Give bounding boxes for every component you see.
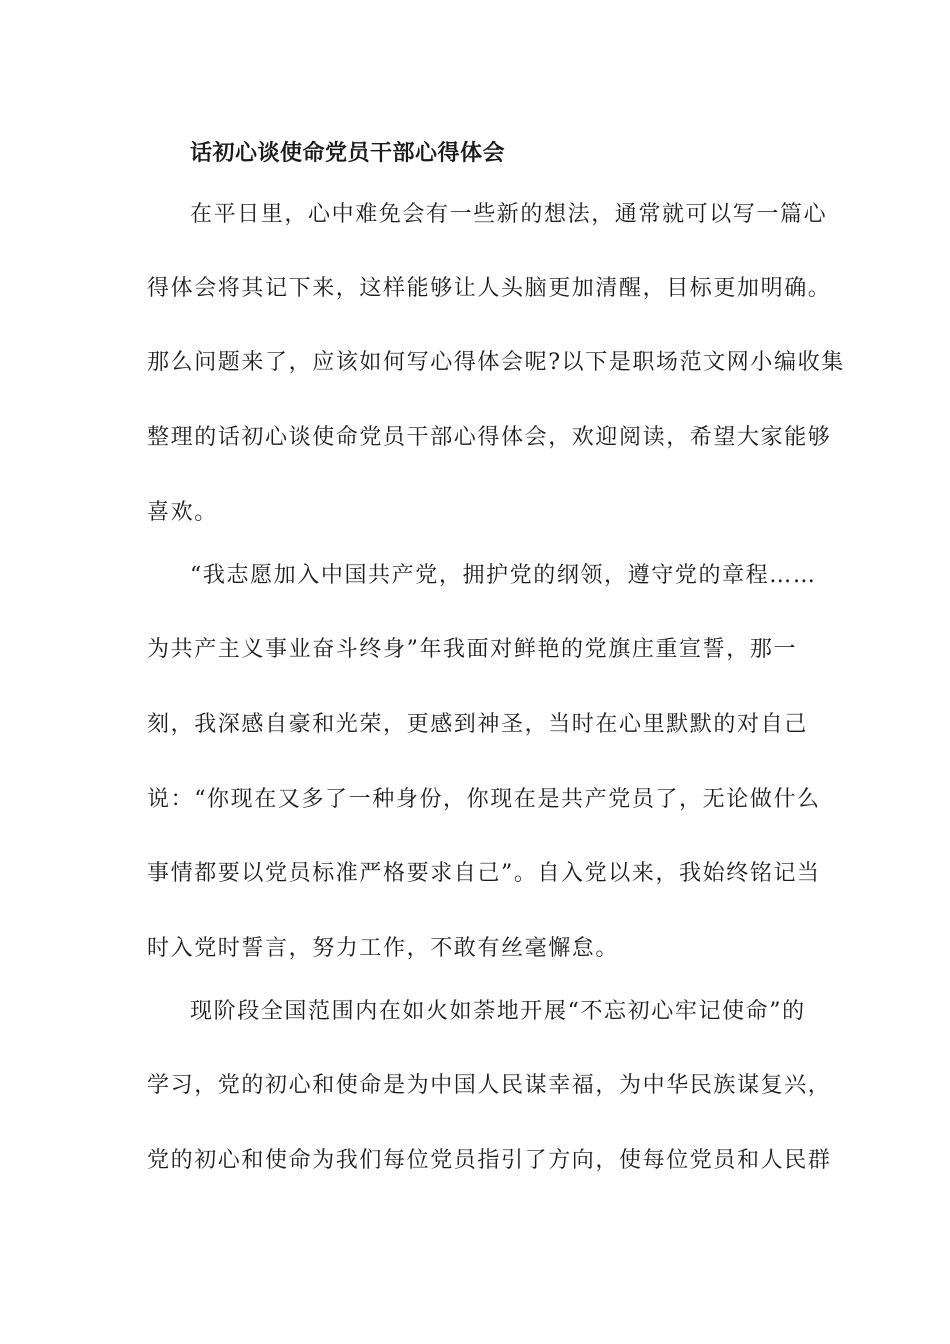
paragraph-line: 整理的话初心谈使命党员干部心得体会，欢迎阅读，希望大家能够 (147, 425, 832, 450)
paragraph-line: 现阶段全国范围内在如火如荼地开展“不忘初心牢记使命”的 (190, 999, 806, 1024)
paragraph-line: 在平日里，心中难免会有一些新的想法，通常就可以写一篇心 (190, 202, 828, 227)
paragraph-line: 得体会将其记下来，这样能够让人头脑更加清醒，目标更加明确。 (147, 276, 832, 301)
paragraph-line: 那么问题来了，应该如何写心得体会呢?以下是职场范文网小编收集 (147, 350, 845, 375)
paragraph-line: “我志愿加入中国共产党，拥护党的纲领，遵守党的章程…… (190, 563, 817, 588)
paragraph-line: 说：“你现在又多了一种身份，你现在是共产党员了，无论做什么 (147, 787, 821, 812)
paragraph-line: 党的初心和使命为我们每位党员指引了方向，使每位党员和人民群 (147, 1148, 832, 1173)
paragraph-line: 喜欢。 (147, 500, 218, 525)
paragraph-line: 事情都要以党员标准严格要求自己”。自入党以来，我始终铭记当 (147, 861, 821, 886)
paragraph-line: 为共产主义事业奋斗终身”年我面对鲜艳的党旗庄重宣誓，那一 (147, 637, 798, 662)
paragraph-line: 刻，我深感自豪和光荣，更感到神圣，当时在心里默默的对自己 (147, 712, 808, 737)
paragraph-line: 学习，党的初心和使命是为中国人民谋幸福，为中华民族谋复兴， (147, 1073, 832, 1098)
paragraph-line: 时入党时誓言，努力工作，不敢有丝毫懈怠。 (147, 936, 620, 961)
document-title: 话初心谈使命党员干部心得体会 (190, 140, 506, 166)
